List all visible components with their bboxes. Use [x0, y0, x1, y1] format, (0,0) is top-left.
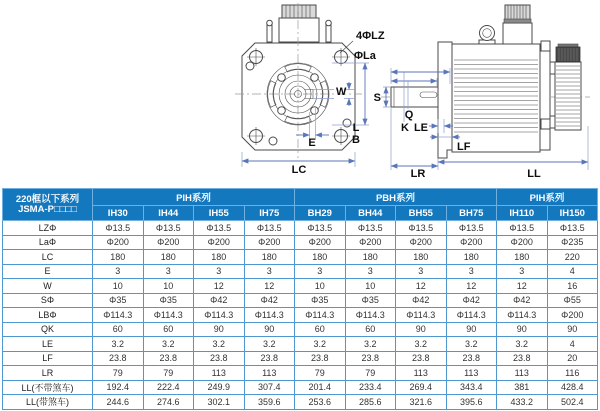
- table-cell: 269.4: [396, 380, 447, 395]
- table-cell: Φ114.3: [93, 308, 144, 323]
- table-row: [3, 250, 598, 265]
- dim-lr: [391, 108, 438, 180]
- table-cell: 3: [446, 264, 497, 279]
- table-cell: 90: [244, 322, 295, 337]
- table-row: [3, 351, 598, 366]
- table-cell: 79: [295, 366, 346, 381]
- table-cell: Φ200: [446, 235, 497, 250]
- dimension-table: [2, 188, 598, 410]
- group-pih-series-1: PIH系列: [93, 189, 295, 206]
- table-row: [3, 380, 598, 395]
- table-cell: 3: [143, 264, 194, 279]
- row-label: E: [3, 264, 93, 279]
- table-cell: 180: [244, 250, 295, 265]
- table-cell: 3.2: [345, 337, 396, 352]
- row-label: SΦ: [3, 293, 93, 308]
- col-ih110: IH110: [497, 206, 548, 221]
- table-cell: 201.4: [295, 380, 346, 395]
- table-row: [3, 308, 598, 323]
- corner-header: [3, 189, 93, 221]
- connector-top: [503, 5, 532, 44]
- col-ih150: IH150: [547, 206, 598, 221]
- table-cell: Φ200: [295, 235, 346, 250]
- table-cell: 3: [244, 264, 295, 279]
- table-cell: 23.8: [446, 351, 497, 366]
- table-cell: 395.6: [446, 395, 497, 410]
- table-cell: Φ13.5: [446, 221, 497, 236]
- col-ih44: IH44: [143, 206, 194, 221]
- table-cell: 3.2: [446, 337, 497, 352]
- row-label: LL(不带煞车): [3, 380, 93, 395]
- table-cell: 79: [93, 366, 144, 381]
- table-cell: 90: [547, 322, 598, 337]
- table-cell: 502.4: [547, 395, 598, 410]
- table-cell: Φ42: [194, 293, 245, 308]
- table-cell: Φ42: [497, 293, 548, 308]
- table-row: [3, 235, 598, 250]
- table-cell: Φ114.3: [497, 308, 548, 323]
- table-cell: 23.8: [244, 351, 295, 366]
- table-cell: Φ13.5: [93, 221, 144, 236]
- table-cell: Φ114.3: [244, 308, 295, 323]
- table-cell: Φ13.5: [345, 221, 396, 236]
- technical-drawing: [0, 0, 600, 187]
- table-cell: 79: [345, 366, 396, 381]
- row-label: LZΦ: [3, 221, 93, 236]
- table-cell: Φ35: [93, 293, 144, 308]
- table-cell: 23.8: [497, 351, 548, 366]
- col-ih75: IH75: [244, 206, 295, 221]
- table-cell: 90: [396, 322, 447, 337]
- table-cell: Φ200: [143, 235, 194, 250]
- table-cell: 249.9: [194, 380, 245, 395]
- table-cell: 113: [446, 366, 497, 381]
- table-cell: 4: [547, 337, 598, 352]
- table-cell: 180: [93, 250, 144, 265]
- table-cell: 3: [93, 264, 144, 279]
- table-cell: Φ55: [547, 293, 598, 308]
- table-cell: 222.4: [143, 380, 194, 395]
- table-cell: 23.8: [396, 351, 447, 366]
- table-cell: 274.6: [143, 395, 194, 410]
- shaft: [391, 87, 438, 107]
- table-cell: Φ200: [547, 308, 598, 323]
- table-row: [3, 337, 598, 352]
- table-cell: 3.2: [497, 337, 548, 352]
- table-cell: 116: [547, 366, 598, 381]
- table-cell: 3: [396, 264, 447, 279]
- table-cell: Φ35: [143, 293, 194, 308]
- row-label: LaΦ: [3, 235, 93, 250]
- table-cell: Φ200: [345, 235, 396, 250]
- table-cell: Φ13.5: [396, 221, 447, 236]
- table-cell: 321.6: [396, 395, 447, 410]
- table-cell: Φ114.3: [295, 308, 346, 323]
- table-cell: 3: [497, 264, 548, 279]
- table-cell: 23.8: [143, 351, 194, 366]
- table-cell: Φ114.3: [143, 308, 194, 323]
- table-cell: 10: [143, 279, 194, 294]
- col-bh55: BH55: [396, 206, 447, 221]
- dim-lb: [352, 122, 360, 146]
- label-k: K: [401, 122, 409, 134]
- label-lr: LR: [410, 168, 426, 180]
- table-cell: 180: [497, 250, 548, 265]
- table-cell: 16: [547, 279, 598, 294]
- row-label: W: [3, 279, 93, 294]
- table-cell: 23.8: [345, 351, 396, 366]
- table-cell: 3: [345, 264, 396, 279]
- label-la: ΦLa: [354, 50, 376, 62]
- table-cell: 192.4: [93, 380, 144, 395]
- table-cell: Φ35: [345, 293, 396, 308]
- row-label: LC: [3, 250, 93, 265]
- table-cell: 3: [194, 264, 245, 279]
- table-cell: 113: [194, 366, 245, 381]
- table-cell: 180: [143, 250, 194, 265]
- row-label: QK: [3, 322, 93, 337]
- table-cell: Φ200: [244, 235, 295, 250]
- row-label: LBΦ: [3, 308, 93, 323]
- label-e: E: [308, 137, 316, 149]
- label-lf: LF: [457, 141, 471, 153]
- table-cell: Φ114.3: [194, 308, 245, 323]
- group-pih-series-2: PIH系列: [497, 189, 598, 206]
- table-cell: 302.1: [194, 395, 245, 410]
- rear-plate: [540, 41, 550, 150]
- table-cell: Φ42: [396, 293, 447, 308]
- label-ll: LL: [527, 168, 541, 180]
- label-s: S: [373, 92, 381, 104]
- table-cell: 12: [244, 279, 295, 294]
- table-cell: Φ13.5: [295, 221, 346, 236]
- encoder-connector: [550, 44, 581, 130]
- table-cell: 180: [194, 250, 245, 265]
- table-cell: 113: [396, 366, 447, 381]
- table-cell: 244.6: [93, 395, 144, 410]
- table-cell: 3.2: [194, 337, 245, 352]
- corner-header-line2: JSMA-P□□□□: [18, 203, 77, 215]
- table-cell: 343.4: [446, 380, 497, 395]
- table-cell: 90: [194, 322, 245, 337]
- table-cell: Φ13.5: [244, 221, 295, 236]
- row-label: LE: [3, 337, 93, 352]
- table-cell: Φ42: [446, 293, 497, 308]
- table-cell: Φ200: [194, 235, 245, 250]
- table-cell: 180: [446, 250, 497, 265]
- table-row: [3, 366, 598, 381]
- motor-dimension-svg: [0, 0, 600, 187]
- corner-header-line1: 220框以下系列: [15, 193, 80, 205]
- table-cell: 20: [547, 351, 598, 366]
- table-cell: 113: [244, 366, 295, 381]
- table-cell: Φ200: [497, 235, 548, 250]
- table-row: [3, 293, 598, 308]
- col-ih55: IH55: [194, 206, 245, 221]
- table-cell: 113: [497, 366, 548, 381]
- table-cell: 359.6: [244, 395, 295, 410]
- group-pbh-series: PBH系列: [295, 189, 497, 206]
- row-label: LF: [3, 351, 93, 366]
- label-lz: 4ΦLZ: [356, 30, 385, 42]
- table-cell: 253.6: [295, 395, 346, 410]
- col-bh75: BH75: [446, 206, 497, 221]
- table-cell: Φ114.3: [396, 308, 447, 323]
- side-view: [374, 5, 590, 180]
- table-cell: 3.2: [93, 337, 144, 352]
- table-cell: Φ13.5: [194, 221, 245, 236]
- table-cell: 381: [497, 380, 548, 395]
- table-cell: Φ114.3: [446, 308, 497, 323]
- col-bh44: BH44: [345, 206, 396, 221]
- table-cell: 90: [497, 322, 548, 337]
- label-q: Q: [404, 109, 414, 121]
- label-lc: LC: [291, 164, 307, 176]
- table-cell: 4: [547, 264, 598, 279]
- table-cell: Φ13.5: [497, 221, 548, 236]
- table-cell: Φ42: [244, 293, 295, 308]
- label-le: LE: [413, 122, 428, 134]
- table-cell: 3.2: [396, 337, 447, 352]
- table-cell: 233.4: [345, 380, 396, 395]
- table-cell: 3.2: [143, 337, 194, 352]
- row-label: LR: [3, 366, 93, 381]
- table-cell: 433.2: [497, 395, 548, 410]
- table-cell: Φ114.3: [345, 308, 396, 323]
- table-cell: 12: [446, 279, 497, 294]
- table-cell: Φ13.5: [547, 221, 598, 236]
- table-cell: 180: [345, 250, 396, 265]
- row-label: LL(带煞车): [3, 395, 93, 410]
- table-cell: 12: [396, 279, 447, 294]
- connector-front: [267, 5, 332, 42]
- table-cell: 60: [295, 322, 346, 337]
- eyebolt: [479, 26, 495, 45]
- table-cell: 10: [345, 279, 396, 294]
- table-cell: 180: [396, 250, 447, 265]
- col-ih30: IH30: [93, 206, 144, 221]
- table-row: [3, 264, 598, 279]
- side-flange: [438, 42, 452, 158]
- table-row: [3, 322, 598, 337]
- table-cell: 428.4: [547, 380, 598, 395]
- table-cell: Φ13.5: [143, 221, 194, 236]
- label-w: W: [336, 86, 347, 98]
- column-header-row: [3, 206, 598, 221]
- table-cell: 3.2: [244, 337, 295, 352]
- table-cell: 3: [295, 264, 346, 279]
- table-cell: 285.6: [345, 395, 396, 410]
- table-cell: 3.2: [295, 337, 346, 352]
- table-cell: 10: [295, 279, 346, 294]
- table-cell: Φ200: [396, 235, 447, 250]
- table-cell: 79: [143, 366, 194, 381]
- table-cell: Φ235: [547, 235, 598, 250]
- table-cell: 220: [547, 250, 598, 265]
- table-row: [3, 395, 598, 410]
- label-l: L: [352, 122, 360, 134]
- table-cell: 307.4: [244, 380, 295, 395]
- table-body: [3, 221, 598, 410]
- table-cell: 180: [295, 250, 346, 265]
- table-cell: 12: [497, 279, 548, 294]
- table-cell: 60: [345, 322, 396, 337]
- table-row: [3, 279, 598, 294]
- table-cell: 90: [446, 322, 497, 337]
- table-cell: 23.8: [295, 351, 346, 366]
- table-cell: 60: [143, 322, 194, 337]
- table-row: [3, 221, 598, 236]
- table-cell: 12: [194, 279, 245, 294]
- group-header-row: [3, 189, 598, 206]
- dim-lc: [242, 152, 355, 176]
- table-cell: 10: [93, 279, 144, 294]
- front-view: [235, 3, 385, 176]
- table-cell: 23.8: [194, 351, 245, 366]
- table-cell: 60: [93, 322, 144, 337]
- table-cell: 23.8: [93, 351, 144, 366]
- table-cell: Φ35: [295, 293, 346, 308]
- label-b: B: [352, 134, 360, 146]
- col-bh29: BH29: [295, 206, 346, 221]
- table-cell: Φ200: [93, 235, 144, 250]
